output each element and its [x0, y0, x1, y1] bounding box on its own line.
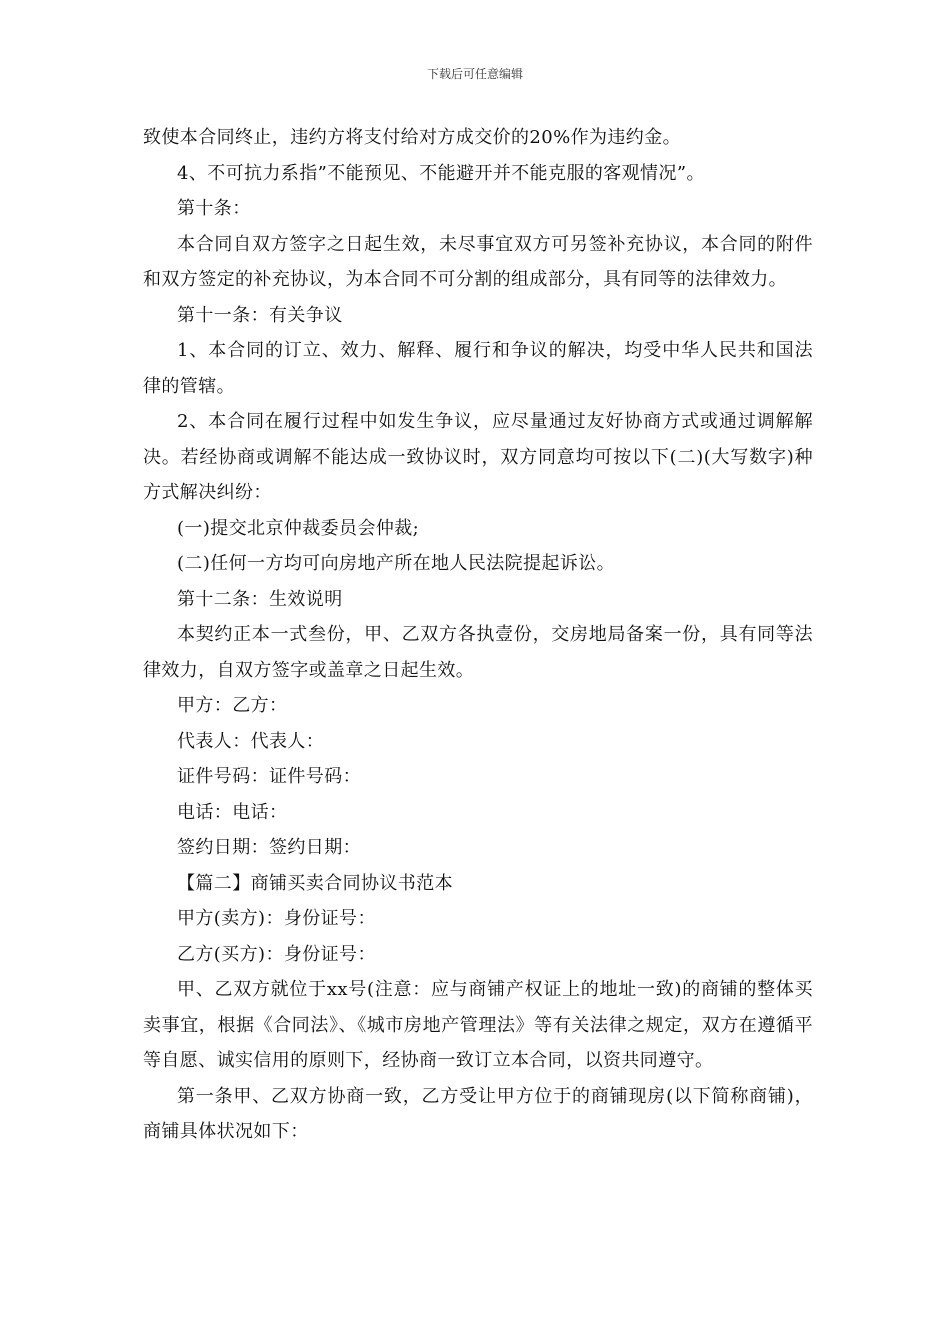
list-item: (二)任何一方均可向房地产所在地人民法院提起诉讼。 [177, 553, 616, 574]
paragraph: 本合同自双方签字之日起生效，未尽事宜双方可另签补充协议，本合同的附件和双方签定的补充协议，为本合同不可分割的组成部分，具有同等的法律效力。 [143, 233, 813, 290]
page-header: 下载后可任意编辑 [426, 67, 523, 81]
section-heading: 第十二条：生效说明 [177, 588, 343, 610]
signature-field: 证件号码：证件号码： [177, 766, 361, 787]
signature-field: 签约日期：签约日期： [177, 837, 361, 858]
signature-field: 电话：电话： [177, 801, 288, 823]
paragraph: 4、不可抗力系指”不能预见、不能避开并不能克服的客观情况”。 [177, 162, 705, 184]
document-body [143, 120, 813, 1150]
section-heading: 第十一条：有关争议 [177, 304, 343, 326]
paragraph: 第一条甲、乙双方协商一致，乙方受让甲方位于的商铺现房(以下简称商铺)，商铺具体状况如下： [143, 1085, 813, 1142]
list-item: (一)提交北京仲裁委员会仲裁; [177, 517, 420, 539]
section-heading: 第十条： [177, 198, 251, 219]
party-field: 甲方(卖方)：身份证号： [177, 908, 376, 929]
signature-field: 代表人：代表人： [177, 730, 325, 752]
paragraph: 本契约正本一式叁份，甲、乙双方各执壹份，交房地局备案一份，具有同等法律效力，自双方签字或盖章之日起生效。 [143, 624, 813, 681]
party-field: 乙方(买方)：身份证号： [177, 943, 376, 965]
signature-field: 甲方：乙方： [177, 695, 288, 716]
paragraph: 1、本合同的订立、效力、解释、履行和争议的解决，均受中华人民共和国法律的管辖。 [143, 340, 813, 397]
paragraph: 2、本合同在履行过程中如发生争议，应尽量通过友好协商方式或通过调解解决。若经协商或调解不能达成一致协议时，双方同意均可按以下(二)(大写数字)种方式解决纠纷： [143, 411, 813, 503]
paragraph: 致使本合同终止，违约方将支付给对方成交价的20%作为违约金。 [143, 127, 682, 148]
paragraph: 甲、乙双方就位于xx号(注意：应与商铺产权证上的地址一致)的商铺的整体买卖事宜，根据《合同法》、《城市房地产管理法》等有关法律之规定，双方在遵循平等自愿、诚实信用的原则下，经协商一致订立本合同，以资共同遵守。 [143, 979, 813, 1071]
section-title: 【篇二】商铺买卖合同协议书范本 [177, 872, 453, 894]
